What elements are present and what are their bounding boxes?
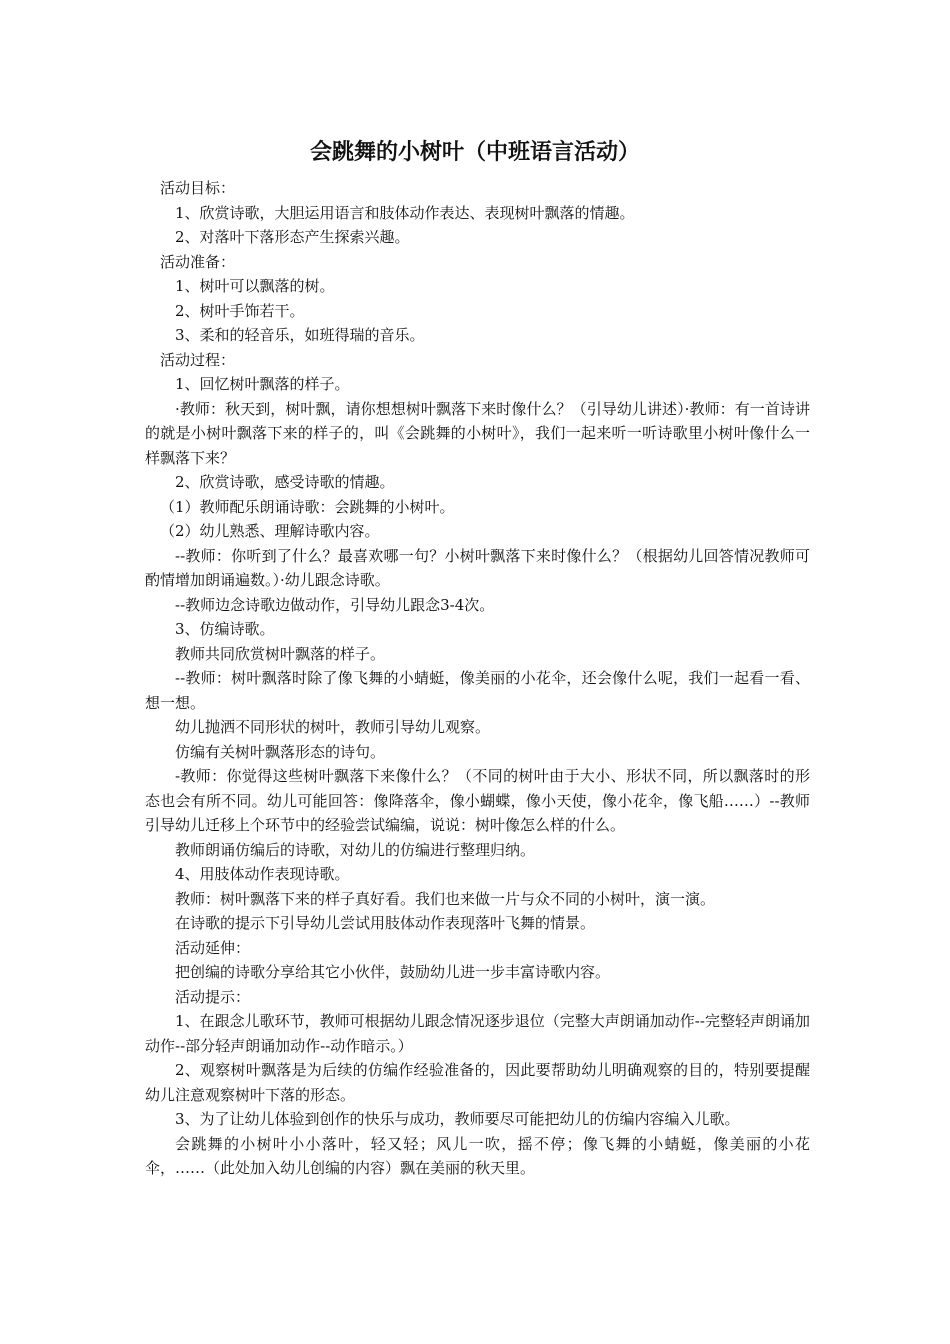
paragraph: 2、欣赏诗歌，感受诗歌的情趣。 [175,473,395,491]
paragraph: --教师：你听到了什么？最喜欢哪一句？小树叶飘落下来时像什么？（根据幼儿回答情况教师可酌情增加朗诵遍数。）·幼儿跟念诗歌。 [145,546,810,589]
paragraph: 活动提示： [175,987,251,1006]
paragraph: 仿编有关树叶飘落形态的诗句。 [175,742,386,761]
paragraph: -教师：你觉得这些树叶飘落下来像什么？（不同的树叶由于大小、形状不同，所以飘落时的形态也会有所不同。幼儿可能回答：像降落伞，像小蝴蝶，像小天使，像小花伞，像飞船……）--教师引导幼儿迁移上个环节中的经验尝试编编，说说：树叶像怎么样的什么。 [145,767,810,834]
paragraph: --教师边念诗歌边做动作，引导幼儿跟念3-4次。 [175,595,495,614]
paragraph: 3、为了让幼儿体验到创作的快乐与成功，教师要尽可能把幼儿的仿编内容编入儿歌。 [175,1110,740,1128]
paragraph: 1、树叶可以飘落的树。 [175,277,335,295]
paragraph: 3、仿编诗歌。 [175,620,275,638]
document-body [145,176,810,1181]
paragraph: （1）教师配乐朗诵诗歌：会跳舞的小树叶。 [160,497,455,516]
document-title: 会跳舞的小树叶（中班语言活动） [309,140,640,165]
paragraph: 活动准备： [160,252,236,271]
paragraph: 教师朗诵仿编后的诗歌，对幼儿的仿编进行整理归纳。 [175,840,536,859]
paragraph: 幼儿抛洒不同形状的树叶，教师引导幼儿观察。 [175,718,491,736]
paragraph: 1、欣赏诗歌，大胆运用语言和肢体动作表达、表现树叶飘落的情趣。 [175,203,635,222]
paragraph: 1、回忆树叶飘落的样子。 [175,375,350,393]
paragraph: 把创编的诗歌分享给其它小伙伴，鼓励幼儿进一步丰富诗歌内容。 [175,963,611,981]
paragraph: 教师：树叶飘落下来的样子真好看。我们也来做一片与众不同的小树叶，演一演。 [175,889,716,908]
paragraph: ·教师：秋天到，树叶飘，请你想想树叶飘落下来时像什么？（引导幼儿讲述）·教师：有一首诗讲的就是小树叶飘落下来的样子的，叫《会跳舞的小树叶》，我们一起来听一听诗歌里小树叶像什么一样飘落下来？ [145,399,810,467]
paragraph: --教师：树叶飘落时除了像飞舞的小蜻蜓，像美丽的小花伞，还会像什么呢，我们一起看一看、想一想。 [145,669,810,712]
paragraph: 活动延伸： [175,938,251,957]
paragraph: 教师共同欣赏树叶飘落的样子。 [175,644,386,663]
paragraph: 活动目标： [160,179,236,197]
paragraph: 3、柔和的轻音乐，如班得瑞的音乐。 [175,326,425,344]
paragraph: （2）幼儿熟悉、理解诗歌内容。 [160,522,380,540]
paragraph: 1、在跟念儿歌环节，教师可根据幼儿跟念情况逐步退位（完整大声朗诵加动作--完整轻声朗诵加动作--部分轻声朗诵加动作--动作暗示。） [145,1012,810,1055]
paragraph: 2、观察树叶飘落是为后续的仿编作经验准备的，因此要帮助幼儿明确观察的目的，特别要提醒幼儿注意观察树叶下落的形态。 [145,1061,810,1104]
paragraph: 2、对落叶下落形态产生探索兴趣。 [175,228,410,246]
paragraph: 会跳舞的小树叶小小落叶，轻又轻；风儿一吹，摇不停；像飞舞的小蜻蜓，像美丽的小花伞，……（此处加入幼儿创编的内容）飘在美丽的秋天里。 [145,1134,810,1177]
paragraph: 4、用肢体动作表现诗歌。 [175,865,350,883]
paragraph: 2、树叶手饰若干。 [175,301,305,320]
paragraph: 活动过程： [160,350,236,369]
paragraph: 在诗歌的提示下引导幼儿尝试用肢体动作表现落叶飞舞的情景。 [175,914,596,932]
